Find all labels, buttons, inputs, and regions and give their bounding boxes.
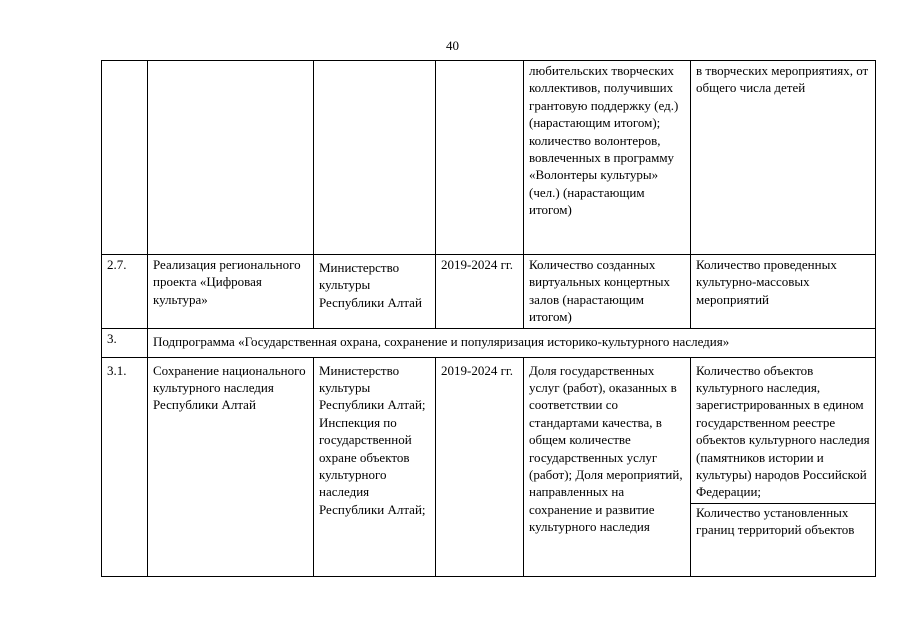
cell-indicators: любительских творческих коллективов, получивших грантовую поддержку (ед.) (нарастающим итогом); количество волонтеров, вовлеченных в программу «Волонтеры культуры» (чел.) (нарастающим итогом) bbox=[524, 61, 691, 255]
cell-num: 2.7. bbox=[102, 255, 148, 329]
cell-result bbox=[691, 357, 876, 576]
executor-text: Министерство культуры Республики Алтай; Инспекция по государственной охране объектов культурного наследия Республики Алтай; bbox=[319, 362, 426, 517]
cell-result: Количество проведенных культурно-массовых мероприятий bbox=[691, 255, 876, 329]
cell-period: 2019-2024 гг. bbox=[436, 255, 524, 329]
indicators-text: Доля государственных услуг (работ), оказанных в соответствии со стандартами качества, в общем количестве государственных услуг (работ); Доля мероприятий, направленных на сохранение и развитие культурного наследия bbox=[529, 362, 683, 535]
period-text: 2019-2024 гг. bbox=[441, 362, 514, 378]
table-row-continuation bbox=[102, 61, 876, 255]
name-text: Сохранение национального культурного наследия Республики Алтай bbox=[153, 362, 306, 413]
cell-num bbox=[102, 61, 148, 255]
cell-name bbox=[148, 61, 314, 255]
table-row-2-7 bbox=[102, 255, 876, 329]
cell-period bbox=[436, 61, 524, 255]
program-table bbox=[101, 60, 876, 577]
result-text-2: Количество установленных границ территорий объектов bbox=[691, 503, 875, 539]
table-row-3-1 bbox=[102, 357, 876, 576]
table-row-subprogram-3 bbox=[102, 328, 876, 357]
num-text: 3.1. bbox=[107, 362, 127, 378]
cell-num bbox=[102, 357, 148, 576]
cell-executor bbox=[314, 255, 436, 329]
cell-name bbox=[148, 357, 314, 576]
page-number: 40 bbox=[446, 38, 459, 53]
cell-executor bbox=[314, 61, 436, 255]
subprogram-title: Подпрограмма «Государственная охрана, сохранение и популяризация историко-культурного наследия» bbox=[153, 333, 730, 349]
cell-num: 3. bbox=[102, 328, 148, 357]
cell-indicators: Количество созданных виртуальных концертных залов (нарастающим итогом) bbox=[524, 255, 691, 329]
executor-text: Министерство культуры Республики Алтай bbox=[319, 260, 422, 310]
cell-indicators bbox=[524, 357, 691, 576]
cell-result: в творческих мероприятиях, от общего числа детей bbox=[691, 61, 876, 255]
cell-executor bbox=[314, 357, 436, 576]
result-text-1: Количество объектов культурного наследия, зарегистрированных в едином государственном реестре объектов культурного наследия (памятников истории и культуры) народов Российской Федерации; bbox=[696, 362, 870, 500]
cell-period bbox=[436, 357, 524, 576]
cell-subprogram-title bbox=[148, 328, 876, 357]
cell-name: Реализация регионального проекта «Цифровая культура» bbox=[148, 255, 314, 329]
